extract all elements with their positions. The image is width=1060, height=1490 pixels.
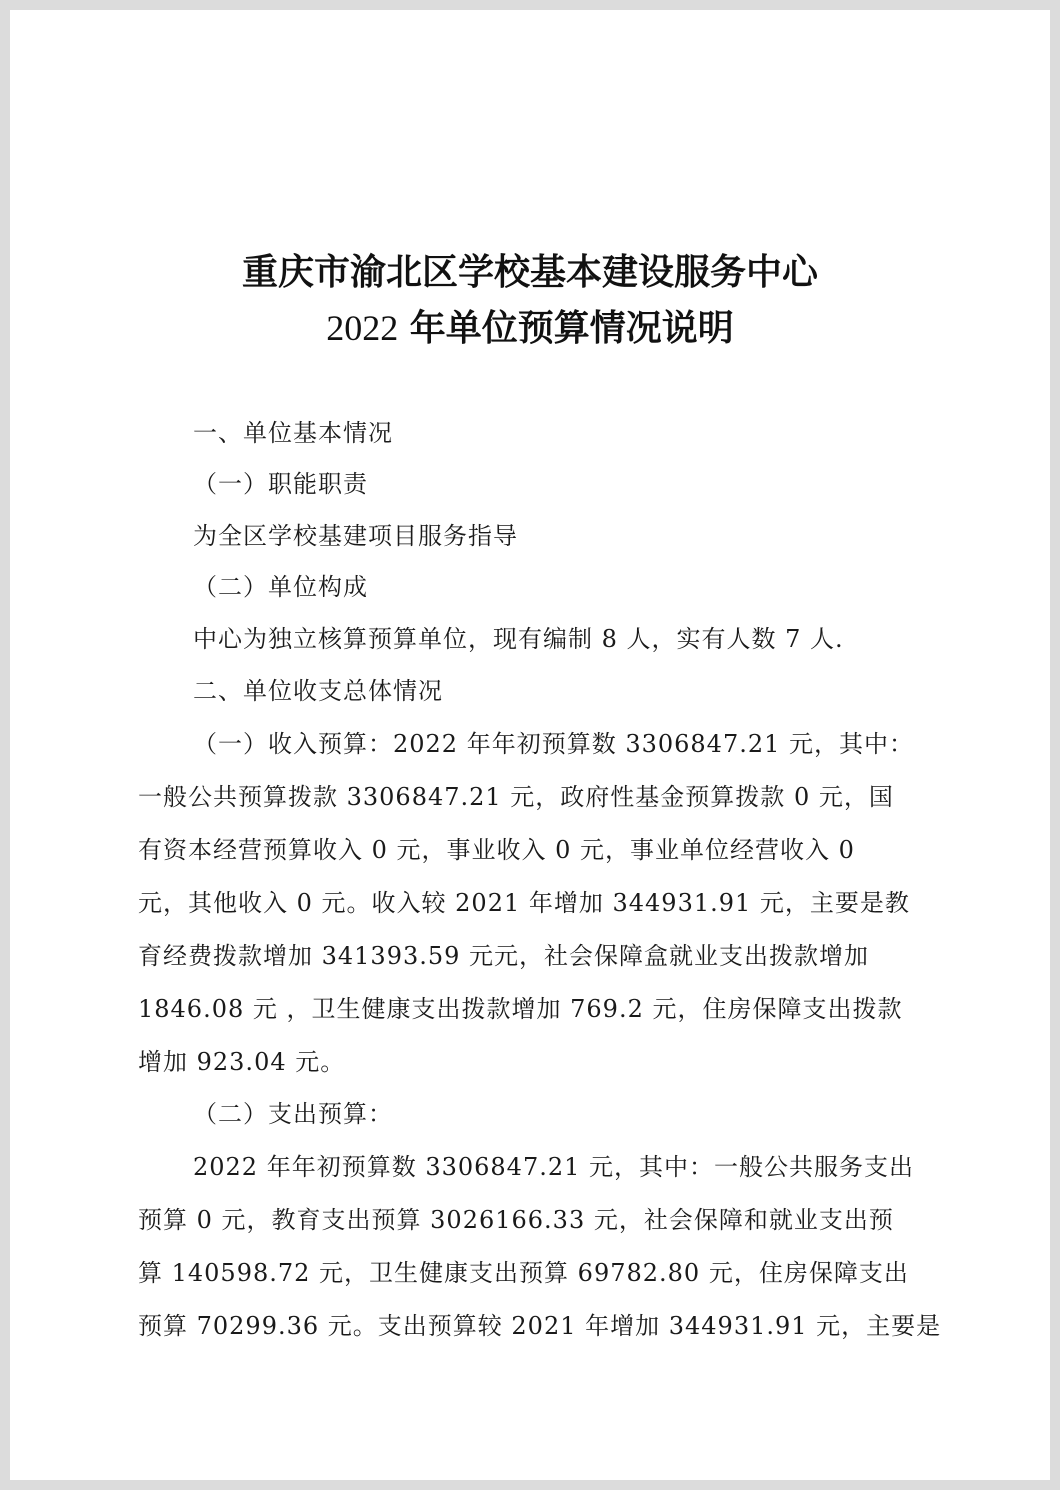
title-rest: 年单位预算情况说明 xyxy=(409,307,734,349)
document-title-line2 xyxy=(10,308,1050,349)
income-paragraph-line: 元，其他收入 0 元。收入较 2021 年增加 344931.91 元，主要是教 xyxy=(138,889,910,917)
expenditure-paragraph-line: 算 140598.72 元，卫生健康支出预算 69782.80 元，住房保障支出 xyxy=(138,1259,909,1287)
income-paragraph-line: 有资本经营预算收入 0 元，事业收入 0 元，事业单位经营收入 0 xyxy=(138,836,855,864)
income-paragraph-line: 育经费拨款增加 341393.59 元元，社会保障盒就业支出拨款增加 xyxy=(138,942,870,970)
income-paragraph-line: 增加 923.04 元。 xyxy=(138,1048,346,1076)
subheading-expenditure: （二）支出预算： xyxy=(193,1100,393,1128)
section-heading-1: 一、单位基本情况 xyxy=(193,419,393,447)
expenditure-paragraph-line: 预算 0 元，教育支出预算 3026166.33 元，社会保障和就业支出预 xyxy=(138,1206,894,1234)
subheading-duties: （一）职能职责 xyxy=(193,470,368,498)
income-paragraph-line: 一般公共预算拨款 3306847.21 元，政府性基金预算拨款 0 元，国 xyxy=(138,783,894,811)
document-page xyxy=(10,10,1050,1480)
title-year: 2022 xyxy=(326,308,399,348)
section-heading-2: 二、单位收支总体情况 xyxy=(193,677,443,705)
paragraph-composition: 中心为独立核算预算单位，现有编制 8 人，实有人数 7 人. xyxy=(193,625,844,653)
paragraph-duties: 为全区学校基建项目服务指导 xyxy=(193,522,518,550)
subheading-composition: （二）单位构成 xyxy=(193,573,368,601)
income-paragraph-line: 1846.08 元 ，卫生健康支出拨款增加 769.2 元，住房保障支出拨款 xyxy=(138,995,903,1023)
expenditure-paragraph-line: 预算 70299.36 元。支出预算较 2021 年增加 344931.91 元，主要是 xyxy=(138,1312,942,1340)
expenditure-paragraph-line: 2022 年年初预算数 3306847.21 元，其中：一般公共服务支出 xyxy=(193,1153,915,1181)
income-paragraph-line: （一）收入预算：2022 年年初预算数 3306847.21 元，其中： xyxy=(193,730,915,758)
document-title-line1: 重庆市渝北区学校基本建设服务中心 xyxy=(241,251,818,293)
